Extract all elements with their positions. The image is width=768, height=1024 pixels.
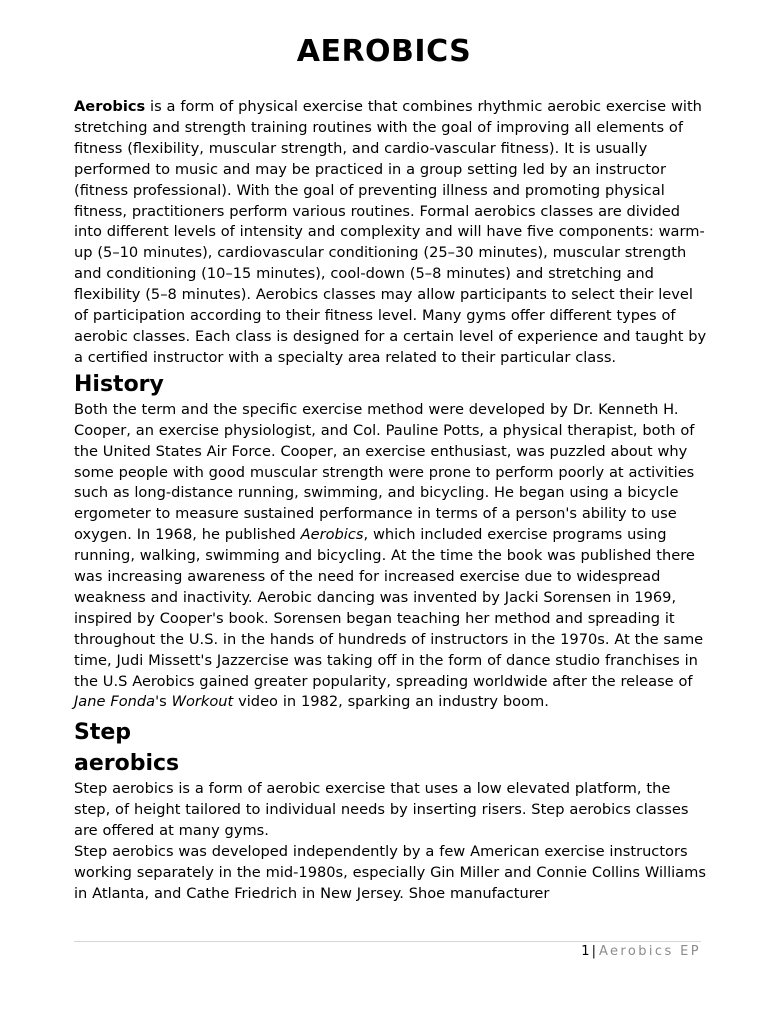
- history-book-title: Aerobics: [300, 526, 364, 544]
- history-text-part3: video in 1982, sparking an industry boom.: [233, 693, 549, 711]
- history-heading: History: [74, 371, 164, 397]
- history-paragraph: [74, 400, 708, 714]
- footer-document-name: Aerobics EP: [598, 944, 701, 959]
- page-title: AEROBICS: [296, 34, 472, 69]
- intro-text: is a form of physical exercise that combines rhythmic aerobic exercise with stretching and strength training routines with the goal of improving all elements of fitness (flexibility, muscular strength, and cardio-vascular fitness). It is usually performed to music and may be practiced in a group setting led by an instructor (fitness professional). With the goal of preventing illness and promoting physical fitness, practitioners perform various routines. Formal aerobics classes are divided into different levels of intensity and complexity and will have five components: warm-up (5–10 minutes), cardiovascular conditioning (25–30 minutes), muscular strength and conditioning (10–15 minutes), cool-down (5–8 minutes) and stretching and flexibility (5–8 minutes). Aerobics classes may allow participants to select their level of participation according to their fitness level. Many gyms offer different types of aerobic classes. Each class is designed for a certain level of experience and taught by a certified instructor with a specialty area related to their particular class.: [74, 98, 707, 366]
- history-video-possessive: 's: [155, 693, 172, 711]
- step-aerobics-paragraph-2: Step aerobics was developed independently by a few American exercise instructors working separately in the mid-1980s, especially Gin Miller and Connie Collins Williams in Atlanta, and Cathe Friedrich in New Jersey. Shoe manufacturer: [74, 843, 706, 902]
- history-text-part2: , which included exercise programs using running, walking, swimming and bicycling. At the time the book was published there was increasing awareness of the need for increased exercise due to widespread weakness and inactivity. Aerobic dancing was invented by Jacki Sorensen in 1969, inspired by Cooper's book. Sorensen began teaching her method and spreading it throughout the U.S. in the hands of hundreds of instructors in the 1970s. At the same time, Judi Missett's Jazzercise was taking off in the form of dance studio franchises in the U.S Aerobics gained greater popularity, spreading worldwide after the release of: [74, 526, 704, 690]
- document-body: [74, 97, 708, 905]
- step-aerobics-heading: Step aerobics: [74, 720, 180, 777]
- intro-paragraph: [74, 97, 708, 369]
- footer-page-number: 1: [581, 944, 590, 959]
- footer-separator: |: [591, 944, 596, 959]
- page-footer: [581, 943, 701, 960]
- footer-divider: [74, 941, 701, 942]
- history-text-part1: Both the term and the specific exercise method were developed by Dr. Kenneth H. Cooper, an exercise physiologist, and Col. Pauline Potts, a physical therapist, both of the United States Air Force. Cooper, an exercise enthusiast, was puzzled about why some people with good muscular strength were prone to perform poorly at activities such as long-distance running, swimming, and bicycling. He began using a bicycle ergometer to measure sustained performance in terms of a person's ability to use oxygen. In 1968, he published: [74, 400, 695, 544]
- history-video-workout: Workout: [171, 693, 234, 711]
- history-video-name: Jane Fonda: [74, 693, 156, 711]
- step-aerobics-paragraph-1: Step aerobics is a form of aerobic exercise that uses a low elevated platform, the step, of height tailored to individual needs by inserting risers. Step aerobics classes are offered at many gyms.: [74, 780, 689, 840]
- intro-term: Aerobics: [74, 98, 146, 115]
